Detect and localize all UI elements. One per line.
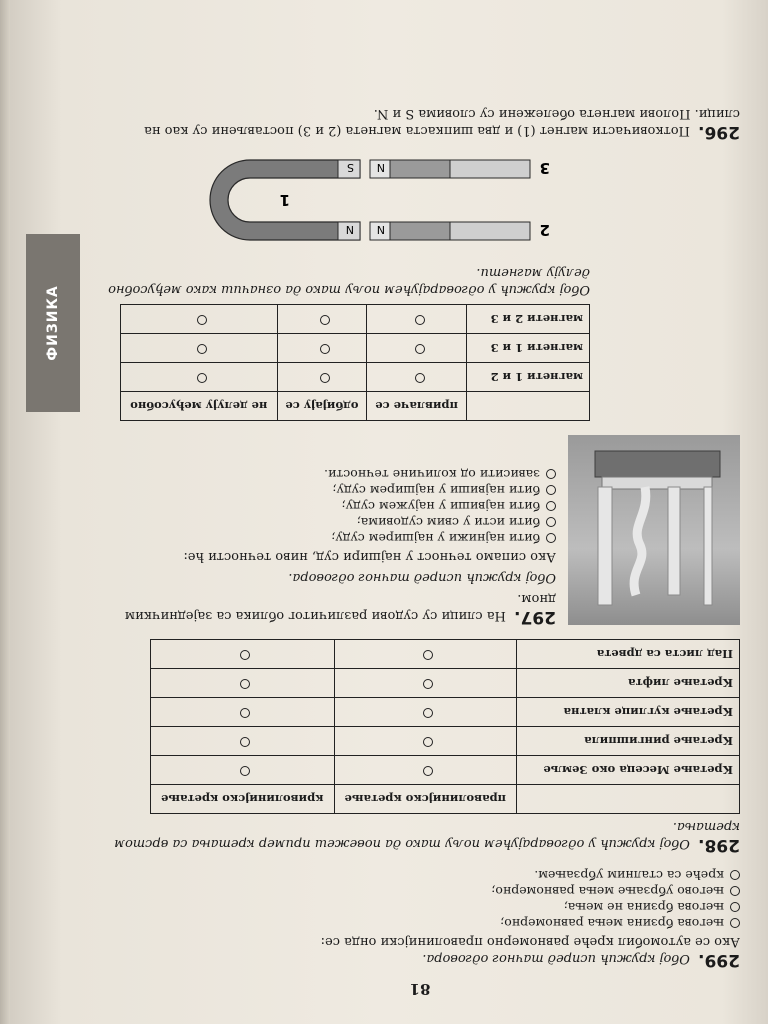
task-number: 297. — [514, 607, 556, 627]
column-header: криволинијско кретање — [151, 785, 335, 814]
motion-table — [150, 639, 740, 814]
task-instruction: Обој кружић испред тачног одговора. — [288, 570, 556, 585]
radio-circle-icon[interactable] — [730, 886, 740, 896]
radio-circle-icon[interactable] — [546, 517, 556, 527]
radio-circle-icon[interactable] — [415, 373, 425, 383]
radio-circle-icon[interactable] — [240, 708, 250, 718]
answer-option[interactable]: бити најнижи у најширем суду; — [100, 530, 556, 546]
table-header-row — [151, 785, 740, 814]
table-row: Пад листа са дрвета — [151, 640, 740, 669]
table-header-row — [121, 392, 590, 421]
magnet-label: 2 — [539, 221, 550, 239]
table-row: Кретање лифта — [151, 669, 740, 698]
task-297 — [100, 435, 740, 625]
task-question: Ако се аутомобил креће равномерно праволинијски онда се: — [320, 934, 740, 949]
table-row: Кретање Месеца око Земље — [151, 756, 740, 785]
magnet-label: 1 — [279, 191, 290, 209]
radio-circle-icon[interactable] — [240, 650, 250, 660]
radio-circle-icon[interactable] — [423, 679, 433, 689]
radio-circle-icon[interactable] — [197, 315, 207, 325]
radio-circle-icon[interactable] — [546, 469, 556, 479]
radio-circle-icon[interactable] — [423, 766, 433, 776]
communicating-vessels-photo — [568, 435, 740, 625]
radio-circle-icon[interactable] — [320, 315, 330, 325]
radio-circle-icon[interactable] — [730, 902, 740, 912]
table-row: магнети 2 и 3 — [121, 305, 590, 334]
column-header: привлаче се — [367, 392, 467, 421]
bar-magnet-3 — [370, 159, 550, 178]
task-instruction: Обој кружић у одговарајућем пољу тако да повежеш пример кретања са врстом кретања. — [114, 819, 740, 851]
task-instruction: Обој кружић у одговарајућем пољу тако да означиш како међусобно делују магнети. — [108, 265, 590, 297]
radio-circle-icon[interactable] — [240, 679, 250, 689]
radio-circle-icon[interactable] — [423, 650, 433, 660]
pole-label: N — [376, 161, 385, 174]
subject-side-tab — [26, 234, 80, 412]
radio-circle-icon[interactable] — [415, 344, 425, 354]
table-row: Кретање куглице клатна — [151, 698, 740, 727]
radio-circle-icon[interactable] — [320, 344, 330, 354]
page-number: 81 — [409, 980, 431, 998]
column-header: не делују међусобно — [121, 392, 278, 421]
task-instruction: Обој кружић испред тачног одговора. — [422, 951, 690, 966]
communicating-vessels-illustration — [568, 435, 740, 625]
subject-label: ФИЗИКА — [45, 285, 61, 361]
radio-circle-icon[interactable] — [423, 737, 433, 747]
radio-circle-icon[interactable] — [546, 533, 556, 543]
horseshoe-magnet — [210, 160, 360, 240]
magnet-interaction-table — [120, 304, 590, 421]
answer-option[interactable]: креће са сталним убрзањем. — [100, 867, 740, 883]
table-row: магнети 1 и 2 — [121, 363, 590, 392]
answer-option[interactable]: бити највиши у најширем суду; — [100, 482, 556, 498]
book-spine — [0, 0, 10, 1024]
pole-label: N — [345, 223, 354, 236]
radio-circle-icon[interactable] — [197, 373, 207, 383]
magnet-label: 3 — [539, 159, 550, 177]
task-intro: На слици су судови различитог облика са заједничким дном. — [124, 591, 556, 623]
task-299 — [100, 867, 740, 968]
radio-circle-icon[interactable] — [197, 344, 207, 354]
task-298 — [100, 639, 740, 853]
column-header: праволинијско кретање — [334, 785, 516, 814]
answer-options — [100, 867, 740, 931]
task-intro: Потковичасти магнет (1) и два шипкаста магнета (2 и 3) постављени су као на слици. Полови магнета обележени су словима S и N. — [144, 106, 740, 138]
answer-option[interactable]: његова брзина мења равномерно; — [100, 915, 740, 931]
radio-circle-icon[interactable] — [546, 501, 556, 511]
table-row: Кретање рингишпила — [151, 727, 740, 756]
task-number: 299. — [698, 950, 740, 970]
pole-label: S — [347, 161, 354, 174]
bar-magnet-2 — [370, 221, 550, 240]
column-header: одбијају се — [277, 392, 367, 421]
radio-circle-icon[interactable] — [730, 870, 740, 880]
magnets-figure — [100, 140, 590, 260]
task-296 — [100, 105, 740, 421]
answer-option[interactable]: бити највиши у најужем суду; — [100, 498, 556, 514]
radio-circle-icon[interactable] — [423, 708, 433, 718]
answer-options — [100, 466, 556, 546]
answer-option[interactable]: бити исти у свим судовима; — [100, 514, 556, 530]
radio-circle-icon[interactable] — [415, 315, 425, 325]
answer-option[interactable]: зависити од количине течности. — [100, 466, 556, 482]
pole-label: N — [376, 223, 385, 236]
table-row: магнети 1 и 3 — [121, 334, 590, 363]
task-question: Ако сипамо течност у најшири суд, ниво течности ће: — [183, 549, 556, 564]
answer-option[interactable]: његово убрзање мења равномерно; — [100, 883, 740, 899]
radio-circle-icon[interactable] — [730, 918, 740, 928]
task-number: 298. — [698, 835, 740, 855]
radio-circle-icon[interactable] — [320, 373, 330, 383]
magnets-illustration — [170, 140, 590, 260]
page-content — [100, 91, 740, 998]
radio-circle-icon[interactable] — [546, 485, 556, 495]
radio-circle-icon[interactable] — [240, 766, 250, 776]
answer-option[interactable]: његова брзина не мења; — [100, 899, 740, 915]
radio-circle-icon[interactable] — [240, 737, 250, 747]
task-number: 296. — [698, 122, 740, 142]
